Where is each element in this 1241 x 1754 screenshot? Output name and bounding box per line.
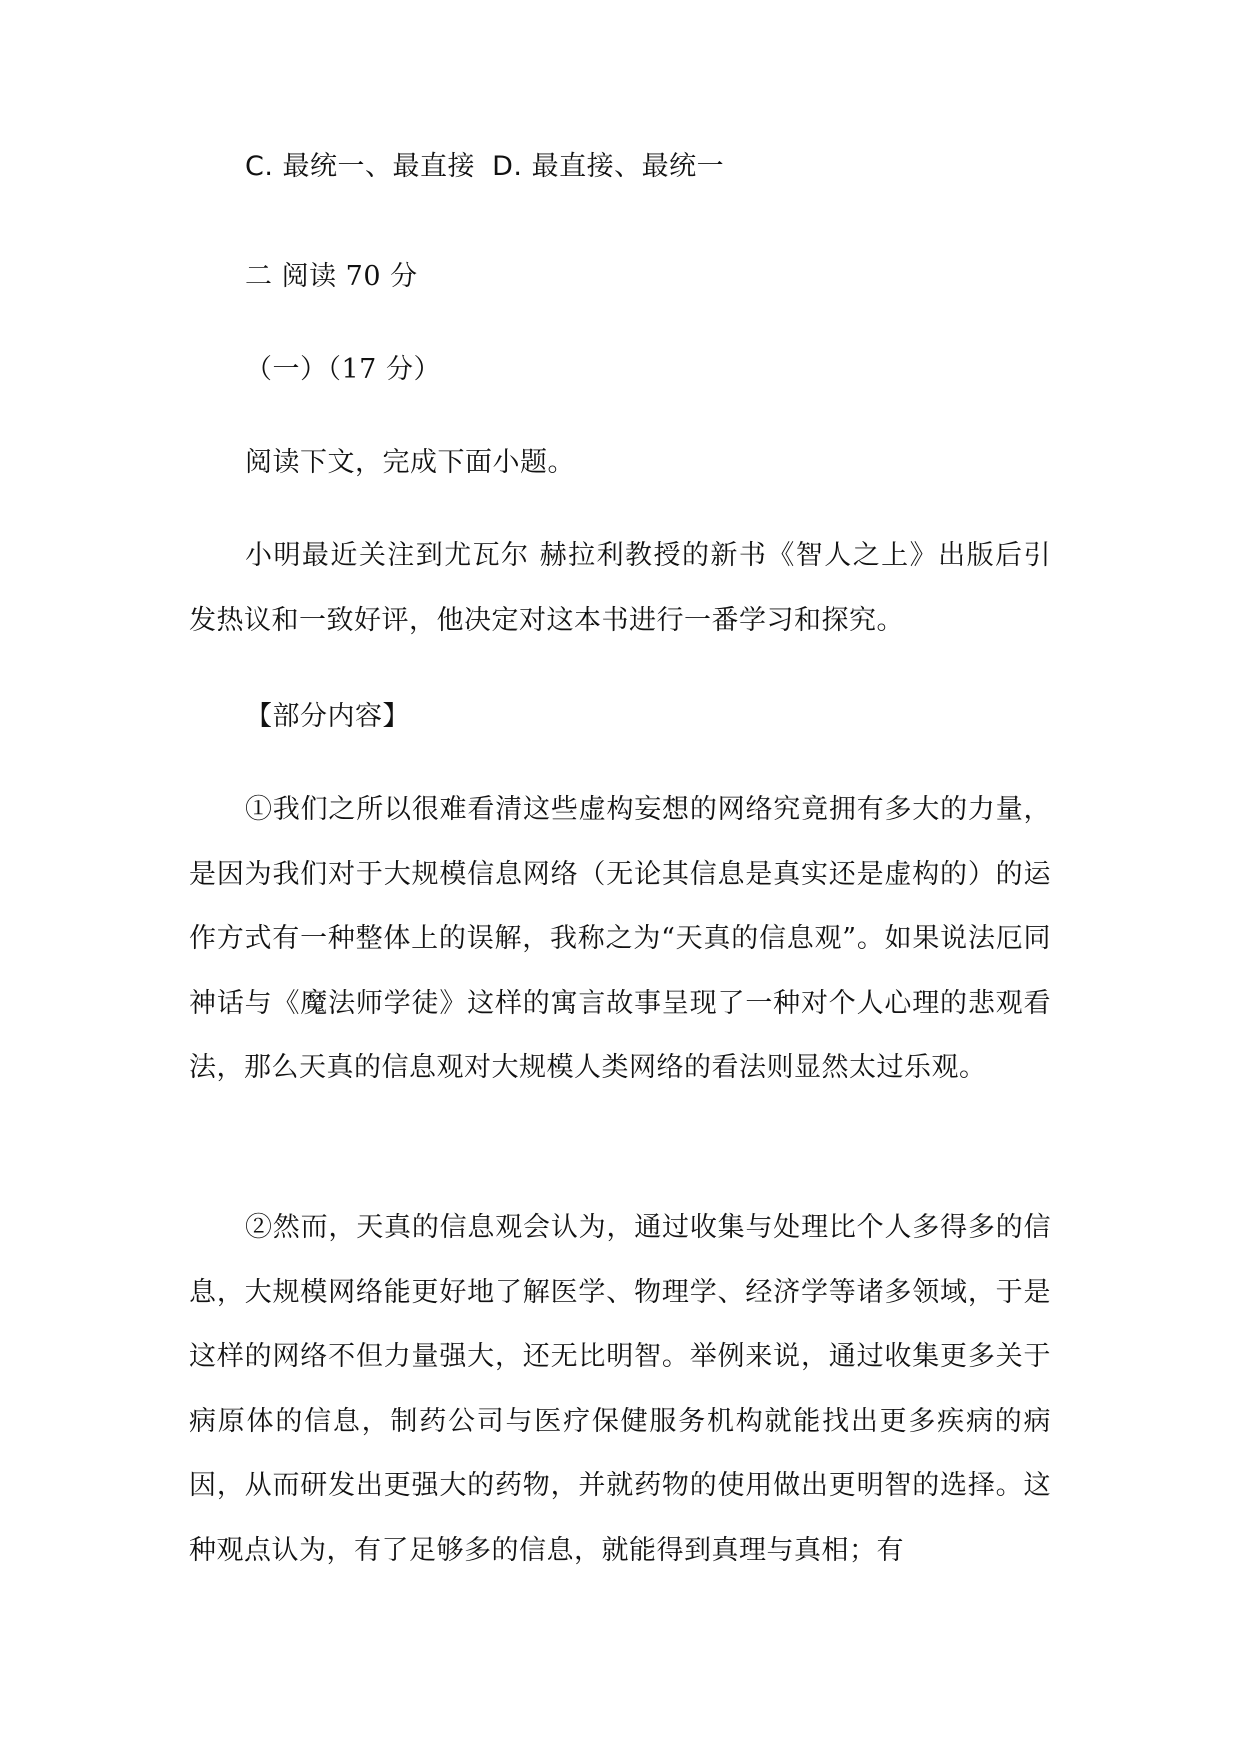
option-d-text: 最直接、最统一 [531, 151, 725, 182]
answer-options-line [245, 150, 724, 184]
section-heading: 二 阅读 70 分 [245, 261, 418, 292]
option-c-label: C. [245, 151, 274, 182]
option-d-label: D. [492, 151, 523, 182]
body-paragraph-2: ②然而，天真的信息观会认为，通过收集与处理比个人多得多的信息，大规模网络能更好地了解医学、物理学、经济学等诸多领域，于是这样的网络不但力量强大，还无比明智。举例来说，通过收集更多关于病原体的信息，制药公司与医疗保健服务机构就能找出更多疾病的病因，从而研发出更强大的药物，并就药物的使用做出更明智的选择。这种观点认为，有了足够多的信息，就能得到真理与真相；有 [189, 1212, 1051, 1566]
part-label: 【部分内容】 [245, 701, 410, 732]
option-c-text: 最统一、最直接 [282, 151, 476, 182]
body-paragraph-1: ①我们之所以很难看清这些虚构妄想的网络究竟拥有多大的力量，是因为我们对于大规模信息网络（无论其信息是真实还是虚构的）的运作方式有一种整体上的误解，我称之为“天真的信息观”。如果说法厄同神话与《魔法师学徒》这样的寓言故事呈现了一种对个人心理的悲观看法，那么天真的信息观对大规模人类网络的看法则显然太过乐观。 [189, 794, 1051, 1083]
intro-paragraph: 小明最近关注到尤瓦尔 赫拉利教授的新书《智人之上》出版后引发热议和一致好评，他决定对这本书进行一番学习和探究。 [189, 540, 1051, 636]
sub-heading: （一）（17 分） [245, 354, 441, 385]
instruction-text: 阅读下文，完成下面小题。 [245, 447, 575, 478]
